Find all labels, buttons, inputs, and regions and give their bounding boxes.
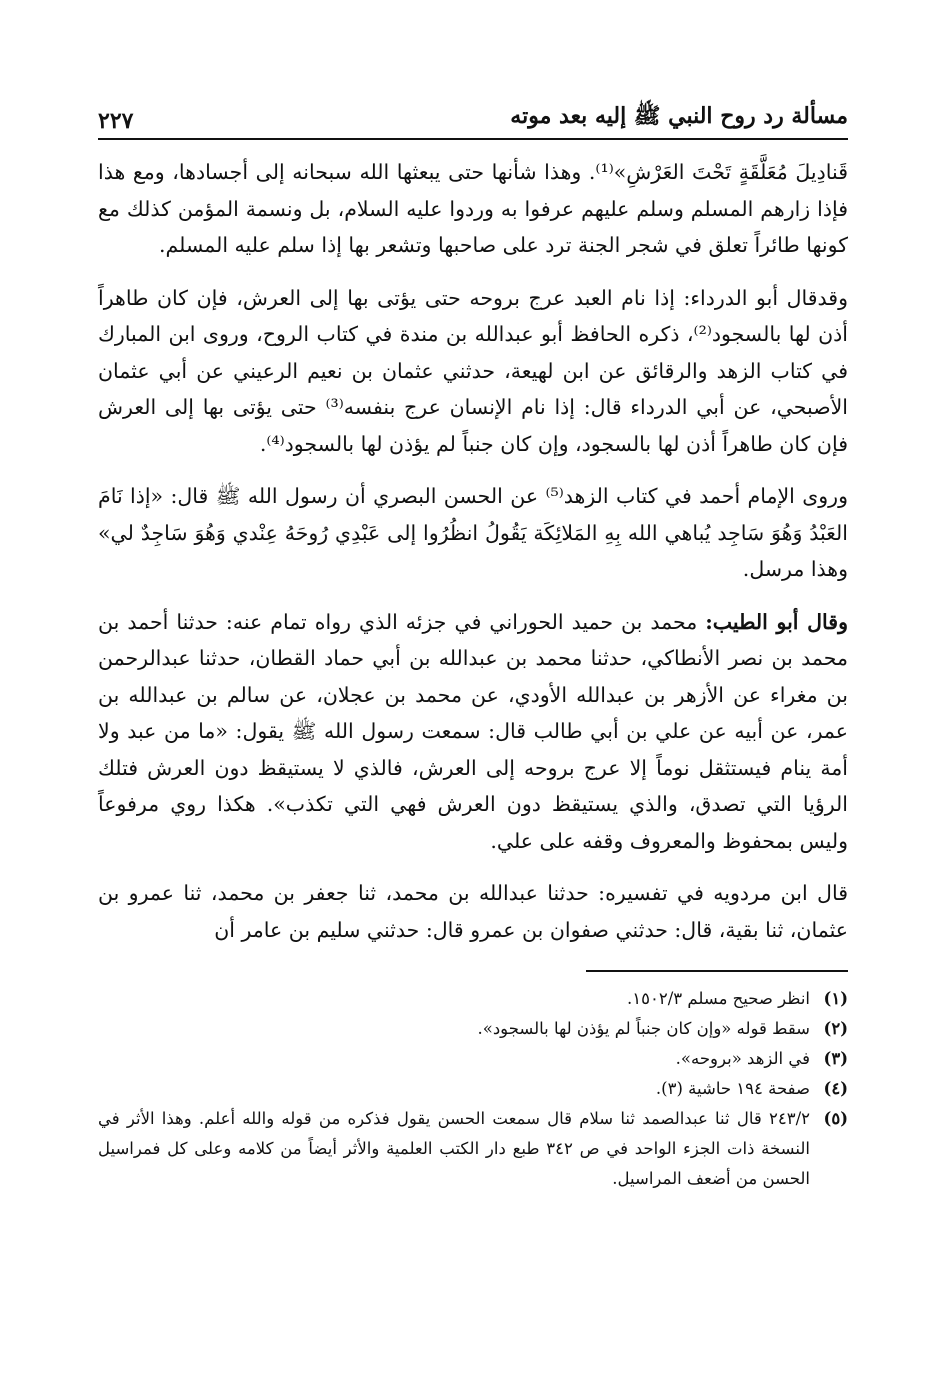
paragraph [98,478,848,588]
paragraph [98,875,848,948]
running-header [98,88,848,140]
footnote [98,984,848,1014]
footnote [98,1074,848,1104]
header-title: مسألة رد روح النبي ﷺ إليه بعد موته [510,103,848,129]
paragraph-text: وروى الإمام أحمد في كتاب الزهد⁽⁵⁾ عن الحسن البصري أن رسول الله ﷺ قال: «إذا نَامَ العَبْدُ وَهُوَ سَاجِد يُباهي الله بِهِ المَلائِكَة يَقُولُ انظُرُوا إلى عَبْدِي رُوحَهُ عِنْدي وَهُوَ سَاجِدٌ لي» وهذا مرسل. [98,484,848,581]
paragraph-lead: وقال أبو الطيب: [705,609,848,634]
paragraph [98,280,848,463]
main-text [98,154,848,948]
paragraph-text: محمد بن حميد الحوراني في جزئه الذي رواه تمام عنه: حدثنا أحمد بن محمد بن نصر الأنطاكي، حدثنا محمد بن عبدالله بن أبي حماد القطان، حدثنا عبدالرحمن بن مغراء عن الأزهر بن عبدالله الأودي، عن محمد بن عجلان، عن سالم بن عبدالله بن عمر، عن أبيه عن علي بن أبي طالب قال: سمعت رسول الله ﷺ يقول: «ما من عبد ولا أمة ينام فيستثقل نوماً إلا عرج بروحه إلى العرش، فالذي لا يستيقظ دون العرش فتلك الرؤيا التي تصدق، والذي يستيقظ دون العرش فهي التي تكذب». هكذا روي مرفوعاً وليس بمحفوظ والمعروف وقفه على علي. [98,609,848,853]
footnote-text: سقط قوله «وإن كان جنباً لم يؤذن لها بالسجود». [477,1019,810,1038]
footnote-number: (٢) [823,1019,848,1038]
footnote-number: (٥) [823,1109,848,1128]
paragraph-text: قال ابن مردويه في تفسيره: حدثنا عبدالله بن محمد، ثنا جعفر بن محمد، ثنا عمرو بن عثمان، ثنا بقية، قال: حدثني صفوان بن عمرو قال: حدثني سليم بن عامر أن [98,881,848,942]
page-number: ٢٢٧ [98,108,134,134]
footnote-text: صفحة ١٩٤ حاشية (٣). [655,1079,810,1098]
footnote [98,1014,848,1044]
footnote-text: في الزهد «بروحه». [675,1049,810,1068]
footnote-separator [586,970,848,972]
footnote [98,1044,848,1074]
footnote-number: (١) [823,989,848,1008]
footnote [98,1104,848,1194]
footnote-text: ٢٤٣/٢ قال ثنا عبدالصمد ثنا سلام قال سمعت الحسن يقول فذكره من قوله والله أعلم. وهذا الأثر في النسخة ذات الجزء الواحد في ص ٣٤٢ طبع دار الكتب العلمية والأثر أيضاً من كلامه وعلى كل فمراسيل الحسن من أضعف المراسيل. [98,1109,810,1188]
footnote-number: (٣) [823,1049,848,1068]
paragraph [98,154,848,264]
paragraph-text: قَنادِيلَ مُعَلَّقَةٍ تَحْتَ العَرْشِ»⁽¹⁾. وهذا شأنها حتى يبعثها الله سبحانه إلى أجسادها، ومع هذا فإذا زارهم المسلم وسلم عليهم عرفوا به وردوا عليه السلام، بل ونسمة المؤمن كذلك مع كونها طائراً تعلق في شجر الجنة ترد على صاحبها وتشعر بها إذا سلم عليه المسلم. [98,160,848,257]
paragraph [98,604,848,860]
footnotes [98,984,848,1194]
footnote-number: (٤) [823,1079,848,1098]
paragraph-text: وقدقال أبو الدرداء: إذا نام العبد عرج بروحه حتى يؤتى بها إلى العرش، فإن كان طاهراً أذن لها بالسجود⁽²⁾، ذكره الحافظ أبو عبدالله بن مندة في كتاب الروح، وروى ابن المبارك في كتاب الزهد والرقائق عن ابن لهيعة، حدثني عثمان بن نعيم الرعيني عن أبي عثمان الأصبحي، عن أبي الدرداء قال: إذا نام الإنسان عرج بنفسه⁽³⁾ حتى يؤتى بها إلى العرش فإن كان طاهراً أذن لها بالسجود، وإن كان جنباً لم يؤذن لها بالسجود⁽⁴⁾. [98,285,849,456]
footnote-text: انظر صحيح مسلم ١٥٠٢/٣. [627,989,810,1008]
